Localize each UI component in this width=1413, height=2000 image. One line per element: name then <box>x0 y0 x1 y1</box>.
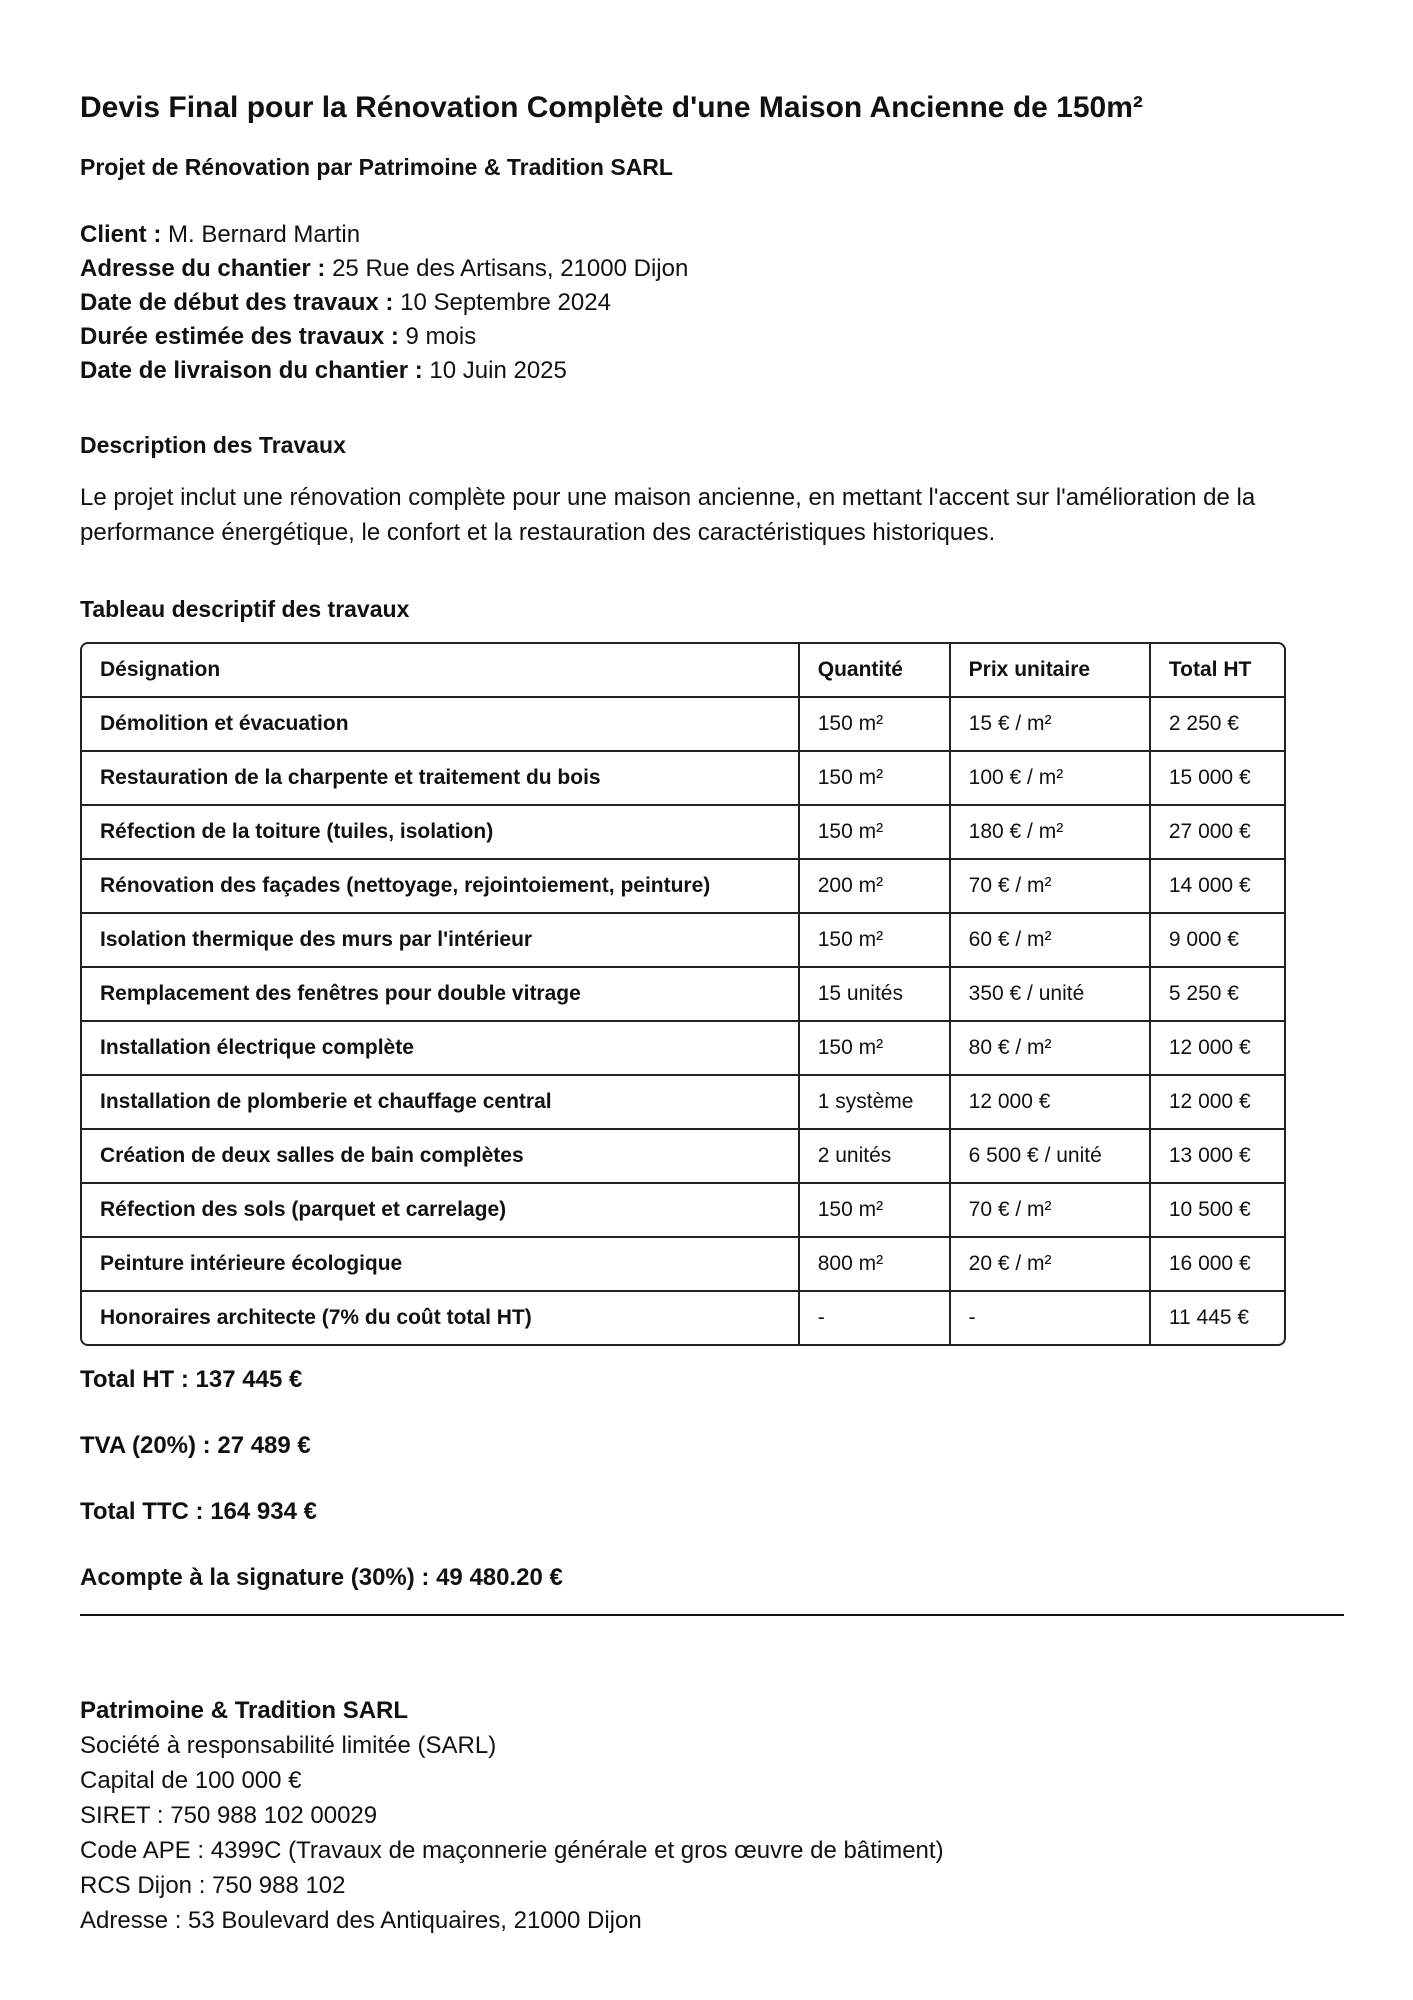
cell-designation: Peinture intérieure écologique <box>82 1238 800 1292</box>
cell-designation: Installation de plomberie et chauffage central <box>82 1076 800 1130</box>
works-table <box>80 642 1286 1346</box>
cell-quantity: 150 m² <box>800 806 951 860</box>
cell-designation: Rénovation des façades (nettoyage, rejointoiement, peinture) <box>82 860 800 914</box>
delivery-date-label: Date de livraison du chantier : <box>80 357 423 384</box>
cell-designation: Isolation thermique des murs par l'intérieur <box>82 914 800 968</box>
divider <box>80 1614 1344 1616</box>
cell-designation: Réfection de la toiture (tuiles, isolation) <box>82 806 800 860</box>
cell-quantity: 200 m² <box>800 860 951 914</box>
cell-quantity: - <box>800 1292 951 1344</box>
client-line <box>80 218 1340 252</box>
cell-total: 13 000 € <box>1151 1130 1284 1184</box>
cell-total: 12 000 € <box>1151 1076 1284 1130</box>
start-date-line <box>80 286 1340 320</box>
cell-total: 27 000 € <box>1151 806 1284 860</box>
header-designation: Désignation <box>82 644 800 698</box>
cell-total: 16 000 € <box>1151 1238 1284 1292</box>
quote-document <box>80 88 1340 1938</box>
cell-designation: Honoraires architecte (7% du coût total HT) <box>82 1292 800 1344</box>
table-row <box>82 1292 1284 1344</box>
document-subtitle: Projet de Rénovation par Patrimoine & Tradition SARL <box>80 154 673 180</box>
cell-unit-price: - <box>951 1292 1151 1344</box>
cell-unit-price: 70 € / m² <box>951 860 1151 914</box>
totals-block <box>80 1364 1340 1594</box>
cell-unit-price: 350 € / unité <box>951 968 1151 1022</box>
cell-quantity: 150 m² <box>800 1022 951 1076</box>
cell-quantity: 15 unités <box>800 968 951 1022</box>
cell-unit-price: 6 500 € / unité <box>951 1130 1151 1184</box>
client-value: M. Bernard Martin <box>168 221 361 248</box>
table-row <box>82 1076 1284 1130</box>
cell-quantity: 150 m² <box>800 914 951 968</box>
table-row <box>82 806 1284 860</box>
address-label: Adresse du chantier : <box>80 255 326 282</box>
cell-total: 10 500 € <box>1151 1184 1284 1238</box>
table-row <box>82 1184 1284 1238</box>
cell-unit-price: 20 € / m² <box>951 1238 1151 1292</box>
table-row <box>82 860 1284 914</box>
cell-unit-price: 12 000 € <box>951 1076 1151 1130</box>
cell-designation: Démolition et évacuation <box>82 698 800 752</box>
start-date-value: 10 Septembre 2024 <box>400 289 611 316</box>
table-header-row <box>82 644 1284 698</box>
cell-unit-price: 180 € / m² <box>951 806 1151 860</box>
delivery-date-value: 10 Juin 2025 <box>429 357 567 384</box>
table-row <box>82 1130 1284 1184</box>
cell-total: 2 250 € <box>1151 698 1284 752</box>
cell-designation: Restauration de la charpente et traitement du bois <box>82 752 800 806</box>
cell-designation: Remplacement des fenêtres pour double vitrage <box>82 968 800 1022</box>
cell-total: 14 000 € <box>1151 860 1284 914</box>
address-line <box>80 252 1340 286</box>
cell-designation: Réfection des sols (parquet et carrelage) <box>82 1184 800 1238</box>
cell-quantity: 150 m² <box>800 1184 951 1238</box>
cell-total: 12 000 € <box>1151 1022 1284 1076</box>
duration-line <box>80 320 1340 354</box>
deposit-amount: Acompte à la signature (30%) : 49 480.20 € <box>80 1564 563 1591</box>
cell-unit-price: 15 € / m² <box>951 698 1151 752</box>
table-row <box>82 1238 1284 1292</box>
cell-quantity: 800 m² <box>800 1238 951 1292</box>
cell-quantity: 2 unités <box>800 1130 951 1184</box>
cell-unit-price: 60 € / m² <box>951 914 1151 968</box>
client-info <box>80 218 1340 388</box>
company-siret: SIRET : 750 988 102 00029 <box>80 1802 378 1829</box>
total-ttc: Total TTC : 164 934 € <box>80 1498 317 1525</box>
company-rcs: RCS Dijon : 750 988 102 <box>80 1872 346 1899</box>
table-row <box>82 968 1284 1022</box>
cell-total: 5 250 € <box>1151 968 1284 1022</box>
cell-quantity: 1 système <box>800 1076 951 1130</box>
tva-amount: TVA (20%) : 27 489 € <box>80 1432 311 1459</box>
address-value: 25 Rue des Artisans, 21000 Dijon <box>332 255 689 282</box>
cell-total: 9 000 € <box>1151 914 1284 968</box>
header-quantity: Quantité <box>800 644 951 698</box>
cell-unit-price: 100 € / m² <box>951 752 1151 806</box>
duration-value: 9 mois <box>405 323 477 350</box>
table-row <box>82 1022 1284 1076</box>
start-date-label: Date de début des travaux : <box>80 289 394 316</box>
cell-quantity: 150 m² <box>800 752 951 806</box>
header-unit-price: Prix unitaire <box>951 644 1151 698</box>
document-title: Devis Final pour la Rénovation Complète d'une Maison Ancienne de 150m² <box>80 91 1143 124</box>
delivery-date-line <box>80 354 1340 388</box>
cell-unit-price: 70 € / m² <box>951 1184 1151 1238</box>
company-ape-code: Code APE : 4399C (Travaux de maçonnerie générale et gros œuvre de bâtiment) <box>80 1837 944 1864</box>
cell-designation: Création de deux salles de bain complètes <box>82 1130 800 1184</box>
company-footer <box>80 1694 1340 1938</box>
header-total-ht: Total HT <box>1151 644 1284 698</box>
company-legal-form: Société à responsabilité limitée (SARL) <box>80 1732 497 1759</box>
cell-quantity: 150 m² <box>800 698 951 752</box>
table-row <box>82 698 1284 752</box>
cell-total: 11 445 € <box>1168 1306 1250 1329</box>
table-row <box>82 914 1284 968</box>
cell-total: 15 000 € <box>1151 752 1284 806</box>
cell-designation: Installation électrique complète <box>82 1022 800 1076</box>
description-title: Description des Travaux <box>80 432 346 458</box>
total-ht: Total HT : 137 445 € <box>80 1366 303 1393</box>
table-row <box>82 752 1284 806</box>
company-name: Patrimoine & Tradition SARL <box>80 1697 409 1724</box>
table-title: Tableau descriptif des travaux <box>80 596 410 622</box>
company-address: Adresse : 53 Boulevard des Antiquaires, 21000 Dijon <box>80 1907 642 1934</box>
duration-label: Durée estimée des travaux : <box>80 323 399 350</box>
cell-unit-price: 80 € / m² <box>951 1022 1151 1076</box>
client-label: Client : <box>80 221 162 248</box>
description-text: Le projet inclut une rénovation complète pour une maison ancienne, en mettant l'accent sur l'amélioration de la performance énergétique, le confort et la restauration des caractéristiques historiques. <box>80 484 1256 546</box>
company-capital: Capital de 100 000 € <box>80 1767 302 1794</box>
